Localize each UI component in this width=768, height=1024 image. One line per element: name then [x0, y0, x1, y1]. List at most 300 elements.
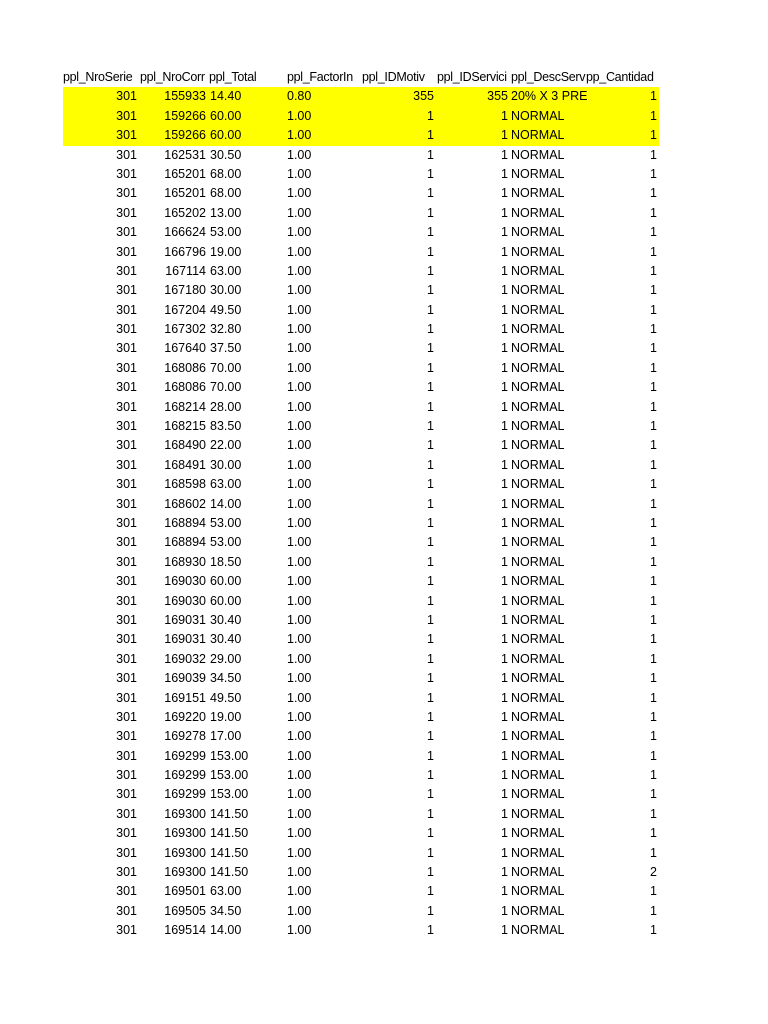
cell-cantidad: 1 — [650, 147, 657, 162]
cell-nro-serie: 301 — [116, 671, 137, 686]
cell-total: 19.00 — [210, 709, 242, 724]
cell-total: 141.50 — [210, 845, 249, 860]
cell-total: 153.00 — [210, 787, 249, 802]
cell-desc-servicio: NORMAL — [511, 748, 565, 763]
cell-total: 70.00 — [210, 360, 242, 375]
header-row — [0, 68, 768, 87]
cell-nro-corr: 169039 — [164, 671, 206, 686]
cell-cantidad: 1 — [650, 845, 657, 860]
cell-nro-corr: 169030 — [164, 593, 206, 608]
cell-id-motivo: 1 — [427, 515, 434, 530]
cell-nro-corr: 165202 — [164, 205, 206, 220]
cell-cantidad: 1 — [650, 496, 657, 511]
cell-id-servicio: 1 — [501, 748, 508, 763]
cell-desc-servicio: NORMAL — [511, 128, 565, 143]
cell-cantidad: 2 — [650, 865, 657, 880]
cell-desc-servicio: NORMAL — [511, 399, 565, 414]
cell-id-motivo: 1 — [427, 244, 434, 259]
cell-factor: 1.00 — [287, 923, 312, 938]
cell-nro-corr: 162531 — [164, 147, 206, 162]
header-total: ppl_Total — [209, 70, 257, 84]
cell-factor: 1.00 — [287, 166, 312, 181]
cell-total: 53.00 — [210, 515, 242, 530]
cell-desc-servicio: NORMAL — [511, 244, 565, 259]
cell-id-servicio: 1 — [501, 826, 508, 841]
cell-cantidad: 1 — [650, 768, 657, 783]
cell-cantidad: 1 — [650, 438, 657, 453]
cell-cantidad: 1 — [650, 709, 657, 724]
cell-id-motivo: 1 — [427, 477, 434, 492]
cell-nro-serie: 301 — [116, 612, 137, 627]
cell-nro-corr: 169299 — [164, 748, 206, 763]
cell-id-servicio: 1 — [501, 477, 508, 492]
table-row — [0, 378, 768, 397]
cell-id-servicio: 1 — [501, 535, 508, 550]
cell-nro-serie: 301 — [116, 554, 137, 569]
cell-nro-serie: 301 — [116, 477, 137, 492]
cell-id-servicio: 1 — [501, 128, 508, 143]
cell-nro-corr: 168215 — [164, 419, 206, 434]
cell-desc-servicio: NORMAL — [511, 826, 565, 841]
cell-cantidad: 1 — [650, 515, 657, 530]
cell-cantidad: 1 — [650, 419, 657, 434]
cell-cantidad: 1 — [650, 263, 657, 278]
cell-id-motivo: 1 — [427, 419, 434, 434]
cell-id-motivo: 1 — [427, 729, 434, 744]
cell-id-motivo: 1 — [427, 380, 434, 395]
table-row — [0, 359, 768, 378]
cell-desc-servicio: NORMAL — [511, 884, 565, 899]
cell-desc-servicio: NORMAL — [511, 709, 565, 724]
cell-nro-serie: 301 — [116, 574, 137, 589]
table-row — [0, 747, 768, 766]
cell-desc-servicio: NORMAL — [511, 651, 565, 666]
table-row — [0, 572, 768, 591]
cell-factor: 1.00 — [287, 283, 312, 298]
cell-factor: 1.00 — [287, 225, 312, 240]
cell-nro-serie: 301 — [116, 128, 137, 143]
cell-factor: 1.00 — [287, 477, 312, 492]
cell-nro-serie: 301 — [116, 147, 137, 162]
cell-nro-serie: 301 — [116, 341, 137, 356]
cell-cantidad: 1 — [650, 884, 657, 899]
cell-factor: 1.00 — [287, 128, 312, 143]
cell-nro-serie: 301 — [116, 166, 137, 181]
cell-cantidad: 1 — [650, 128, 657, 143]
cell-nro-serie: 301 — [116, 884, 137, 899]
cell-id-motivo: 1 — [427, 496, 434, 511]
table-row — [0, 611, 768, 630]
cell-total: 53.00 — [210, 535, 242, 550]
cell-nro-corr: 169031 — [164, 612, 206, 627]
cell-nro-corr: 165201 — [164, 186, 206, 201]
cell-nro-corr: 169300 — [164, 826, 206, 841]
cell-nro-serie: 301 — [116, 108, 137, 123]
cell-desc-servicio: NORMAL — [511, 554, 565, 569]
cell-factor: 1.00 — [287, 535, 312, 550]
cell-cantidad: 1 — [650, 787, 657, 802]
cell-cantidad: 1 — [650, 651, 657, 666]
cell-nro-corr: 169030 — [164, 574, 206, 589]
cell-cantidad: 1 — [650, 341, 657, 356]
cell-total: 60.00 — [210, 574, 242, 589]
cell-factor: 1.00 — [287, 360, 312, 375]
cell-cantidad: 1 — [650, 806, 657, 821]
cell-cantidad: 1 — [650, 225, 657, 240]
cell-id-servicio: 1 — [501, 865, 508, 880]
cell-factor: 1.00 — [287, 709, 312, 724]
cell-factor: 1.00 — [287, 612, 312, 627]
cell-id-servicio: 1 — [501, 651, 508, 666]
cell-id-motivo: 1 — [427, 826, 434, 841]
cell-nro-serie: 301 — [116, 360, 137, 375]
cell-total: 63.00 — [210, 884, 242, 899]
cell-nro-serie: 301 — [116, 283, 137, 298]
cell-nro-corr: 166624 — [164, 225, 206, 240]
cell-id-motivo: 1 — [427, 903, 434, 918]
cell-factor: 1.00 — [287, 496, 312, 511]
cell-desc-servicio: NORMAL — [511, 690, 565, 705]
cell-factor: 1.00 — [287, 593, 312, 608]
cell-nro-corr: 167180 — [164, 283, 206, 298]
table-row — [0, 436, 768, 455]
table-row — [0, 146, 768, 165]
cell-id-motivo: 1 — [427, 438, 434, 453]
cell-nro-serie: 301 — [116, 205, 137, 220]
cell-id-servicio: 1 — [501, 574, 508, 589]
cell-nro-corr: 155933 — [164, 89, 206, 104]
cell-factor: 1.00 — [287, 806, 312, 821]
cell-id-servicio: 1 — [501, 787, 508, 802]
cell-cantidad: 1 — [650, 903, 657, 918]
cell-nro-serie: 301 — [116, 225, 137, 240]
cell-factor: 1.00 — [287, 690, 312, 705]
table-body — [0, 87, 768, 940]
cell-total: 28.00 — [210, 399, 242, 414]
cell-cantidad: 1 — [650, 612, 657, 627]
cell-id-motivo: 1 — [427, 923, 434, 938]
cell-id-servicio: 1 — [501, 690, 508, 705]
cell-id-servicio: 1 — [501, 341, 508, 356]
cell-total: 141.50 — [210, 806, 249, 821]
cell-id-servicio: 1 — [501, 302, 508, 317]
cell-nro-corr: 168086 — [164, 380, 206, 395]
cell-nro-corr: 169220 — [164, 709, 206, 724]
cell-factor: 1.00 — [287, 884, 312, 899]
cell-desc-servicio: NORMAL — [511, 302, 565, 317]
cell-factor: 1.00 — [287, 632, 312, 647]
cell-id-motivo: 1 — [427, 787, 434, 802]
cell-desc-servicio: NORMAL — [511, 477, 565, 492]
cell-desc-servicio: NORMAL — [511, 186, 565, 201]
cell-factor: 1.00 — [287, 903, 312, 918]
cell-desc-servicio: NORMAL — [511, 787, 565, 802]
table-row — [0, 301, 768, 320]
cell-nro-serie: 301 — [116, 690, 137, 705]
cell-desc-servicio: 20% X 3 PRE — [511, 89, 588, 104]
cell-total: 68.00 — [210, 186, 242, 201]
cell-id-motivo: 1 — [427, 632, 434, 647]
cell-id-servicio: 1 — [501, 380, 508, 395]
cell-total: 68.00 — [210, 166, 242, 181]
cell-factor: 1.00 — [287, 574, 312, 589]
cell-factor: 0.80 — [287, 89, 312, 104]
cell-total: 17.00 — [210, 729, 242, 744]
cell-nro-corr: 168602 — [164, 496, 206, 511]
cell-desc-servicio: NORMAL — [511, 729, 565, 744]
cell-id-motivo: 1 — [427, 806, 434, 821]
table-row — [0, 204, 768, 223]
cell-id-motivo: 1 — [427, 768, 434, 783]
table-row — [0, 785, 768, 804]
cell-total: 60.00 — [210, 128, 242, 143]
cell-cantidad: 1 — [650, 535, 657, 550]
cell-id-servicio: 1 — [501, 166, 508, 181]
table-row — [0, 669, 768, 688]
cell-nro-corr: 169505 — [164, 903, 206, 918]
cell-factor: 1.00 — [287, 671, 312, 686]
cell-id-servicio: 1 — [501, 515, 508, 530]
cell-id-motivo: 1 — [427, 612, 434, 627]
cell-desc-servicio: NORMAL — [511, 768, 565, 783]
header-desc-servicio: ppl_DescServ — [511, 70, 586, 84]
cell-id-servicio: 1 — [501, 225, 508, 240]
cell-id-motivo: 1 — [427, 186, 434, 201]
cell-id-motivo: 1 — [427, 671, 434, 686]
cell-id-servicio: 1 — [501, 768, 508, 783]
cell-total: 34.50 — [210, 671, 242, 686]
cell-total: 29.00 — [210, 651, 242, 666]
cell-nro-serie: 301 — [116, 89, 137, 104]
cell-nro-corr: 168491 — [164, 457, 206, 472]
cell-nro-corr: 168930 — [164, 554, 206, 569]
table-row — [0, 184, 768, 203]
cell-cantidad: 1 — [650, 457, 657, 472]
cell-factor: 1.00 — [287, 845, 312, 860]
table-row — [0, 475, 768, 494]
cell-total: 14.00 — [210, 923, 242, 938]
cell-cantidad: 1 — [650, 477, 657, 492]
cell-factor: 1.00 — [287, 380, 312, 395]
cell-nro-serie: 301 — [116, 535, 137, 550]
cell-total: 14.00 — [210, 496, 242, 511]
cell-total: 19.00 — [210, 244, 242, 259]
cell-desc-servicio: NORMAL — [511, 438, 565, 453]
cell-id-motivo: 1 — [427, 845, 434, 860]
cell-nro-corr: 168894 — [164, 535, 206, 550]
cell-factor: 1.00 — [287, 865, 312, 880]
cell-factor: 1.00 — [287, 768, 312, 783]
header-nro-serie: ppl_NroSerie — [63, 70, 133, 84]
cell-nro-serie: 301 — [116, 496, 137, 511]
cell-desc-servicio: NORMAL — [511, 108, 565, 123]
cell-id-servicio: 1 — [501, 108, 508, 123]
cell-id-motivo: 1 — [427, 574, 434, 589]
table-row — [0, 650, 768, 669]
cell-nro-serie: 301 — [116, 787, 137, 802]
cell-cantidad: 1 — [650, 729, 657, 744]
cell-id-motivo: 1 — [427, 865, 434, 880]
cell-factor: 1.00 — [287, 826, 312, 841]
table-row — [0, 805, 768, 824]
cell-nro-corr: 169300 — [164, 865, 206, 880]
cell-id-motivo: 1 — [427, 283, 434, 298]
cell-cantidad: 1 — [650, 205, 657, 220]
cell-nro-corr: 169501 — [164, 884, 206, 899]
table-row — [0, 456, 768, 475]
table-row — [0, 495, 768, 514]
cell-id-motivo: 1 — [427, 108, 434, 123]
cell-nro-corr: 169032 — [164, 651, 206, 666]
table-row — [0, 824, 768, 843]
cell-nro-serie: 301 — [116, 593, 137, 608]
cell-id-motivo: 1 — [427, 593, 434, 608]
cell-id-servicio: 1 — [501, 399, 508, 414]
cell-factor: 1.00 — [287, 748, 312, 763]
table-row — [0, 727, 768, 746]
cell-cantidad: 1 — [650, 302, 657, 317]
cell-id-servicio: 1 — [501, 419, 508, 434]
cell-nro-serie: 301 — [116, 651, 137, 666]
cell-nro-serie: 301 — [116, 322, 137, 337]
cell-nro-corr: 169299 — [164, 768, 206, 783]
cell-cantidad: 1 — [650, 89, 657, 104]
cell-id-servicio: 1 — [501, 554, 508, 569]
cell-id-servicio: 1 — [501, 263, 508, 278]
cell-total: 70.00 — [210, 380, 242, 395]
table-row — [0, 417, 768, 436]
cell-cantidad: 1 — [650, 244, 657, 259]
cell-desc-servicio: NORMAL — [511, 496, 565, 511]
cell-nro-serie: 301 — [116, 768, 137, 783]
cell-desc-servicio: NORMAL — [511, 283, 565, 298]
cell-factor: 1.00 — [287, 205, 312, 220]
table-row — [0, 533, 768, 552]
cell-cantidad: 1 — [650, 360, 657, 375]
cell-desc-servicio: NORMAL — [511, 225, 565, 240]
table-row — [0, 398, 768, 417]
table-row — [0, 882, 768, 901]
cell-factor: 1.00 — [287, 787, 312, 802]
cell-total: 63.00 — [210, 263, 242, 278]
cell-cantidad: 1 — [650, 186, 657, 201]
cell-nro-corr: 169151 — [164, 690, 206, 705]
cell-id-motivo: 1 — [427, 690, 434, 705]
table-row — [0, 223, 768, 242]
cell-nro-serie: 301 — [116, 186, 137, 201]
cell-nro-corr: 165201 — [164, 166, 206, 181]
cell-desc-servicio: NORMAL — [511, 322, 565, 337]
cell-nro-serie: 301 — [116, 457, 137, 472]
cell-id-motivo: 1 — [427, 147, 434, 162]
cell-desc-servicio: NORMAL — [511, 593, 565, 608]
cell-nro-serie: 301 — [116, 903, 137, 918]
cell-nro-serie: 301 — [116, 865, 137, 880]
cell-id-servicio: 1 — [501, 709, 508, 724]
spreadsheet-table — [0, 68, 768, 941]
cell-id-motivo: 1 — [427, 709, 434, 724]
header-factor: ppl_FactorIn — [287, 70, 353, 84]
table-row — [0, 243, 768, 262]
cell-nro-corr: 169299 — [164, 787, 206, 802]
cell-desc-servicio: NORMAL — [511, 671, 565, 686]
cell-id-servicio: 1 — [501, 322, 508, 337]
cell-total: 53.00 — [210, 225, 242, 240]
cell-nro-corr: 168214 — [164, 399, 206, 414]
cell-id-servicio: 1 — [501, 496, 508, 511]
cell-desc-servicio: NORMAL — [511, 535, 565, 550]
cell-total: 30.50 — [210, 147, 242, 162]
cell-nro-serie: 301 — [116, 709, 137, 724]
cell-id-motivo: 1 — [427, 554, 434, 569]
cell-nro-corr: 168894 — [164, 515, 206, 530]
header-id-motivo: ppl_IDMotiv — [362, 70, 425, 84]
cell-cantidad: 1 — [650, 399, 657, 414]
cell-desc-servicio: NORMAL — [511, 923, 565, 938]
cell-id-motivo: 1 — [427, 651, 434, 666]
cell-id-servicio: 355 — [487, 89, 508, 104]
cell-nro-serie: 301 — [116, 923, 137, 938]
cell-nro-serie: 301 — [116, 729, 137, 744]
table-row — [0, 708, 768, 727]
cell-nro-corr: 167302 — [164, 322, 206, 337]
cell-id-servicio: 1 — [501, 457, 508, 472]
cell-nro-corr: 169300 — [164, 806, 206, 821]
cell-cantidad: 1 — [650, 593, 657, 608]
cell-factor: 1.00 — [287, 438, 312, 453]
cell-total: 153.00 — [210, 768, 249, 783]
cell-nro-corr: 169278 — [164, 729, 206, 744]
cell-desc-servicio: NORMAL — [511, 865, 565, 880]
cell-desc-servicio: NORMAL — [511, 612, 565, 627]
cell-cantidad: 1 — [650, 690, 657, 705]
cell-id-motivo: 1 — [427, 457, 434, 472]
cell-factor: 1.00 — [287, 108, 312, 123]
table-row — [0, 592, 768, 611]
cell-desc-servicio: NORMAL — [511, 147, 565, 162]
cell-total: 30.00 — [210, 457, 242, 472]
cell-nro-corr: 159266 — [164, 108, 206, 123]
cell-factor: 1.00 — [287, 515, 312, 530]
cell-nro-serie: 301 — [116, 438, 137, 453]
cell-nro-serie: 301 — [116, 806, 137, 821]
cell-id-motivo: 1 — [427, 360, 434, 375]
cell-nro-serie: 301 — [116, 399, 137, 414]
cell-nro-serie: 301 — [116, 380, 137, 395]
cell-cantidad: 1 — [650, 826, 657, 841]
table-row — [0, 553, 768, 572]
cell-id-motivo: 1 — [427, 128, 434, 143]
cell-id-servicio: 1 — [501, 923, 508, 938]
cell-id-motivo: 1 — [427, 884, 434, 899]
cell-id-servicio: 1 — [501, 845, 508, 860]
cell-cantidad: 1 — [650, 380, 657, 395]
table-row — [0, 766, 768, 785]
cell-factor: 1.00 — [287, 263, 312, 278]
cell-cantidad: 1 — [650, 166, 657, 181]
cell-total: 60.00 — [210, 593, 242, 608]
cell-desc-servicio: NORMAL — [511, 341, 565, 356]
cell-id-servicio: 1 — [501, 205, 508, 220]
cell-id-servicio: 1 — [501, 593, 508, 608]
header-cantidad: pp_Cantidad — [586, 70, 654, 84]
cell-factor: 1.00 — [287, 457, 312, 472]
cell-total: 18.50 — [210, 554, 242, 569]
cell-id-servicio: 1 — [501, 186, 508, 201]
cell-nro-serie: 301 — [116, 244, 137, 259]
cell-nro-corr: 169514 — [164, 923, 206, 938]
cell-total: 37.50 — [210, 341, 242, 356]
